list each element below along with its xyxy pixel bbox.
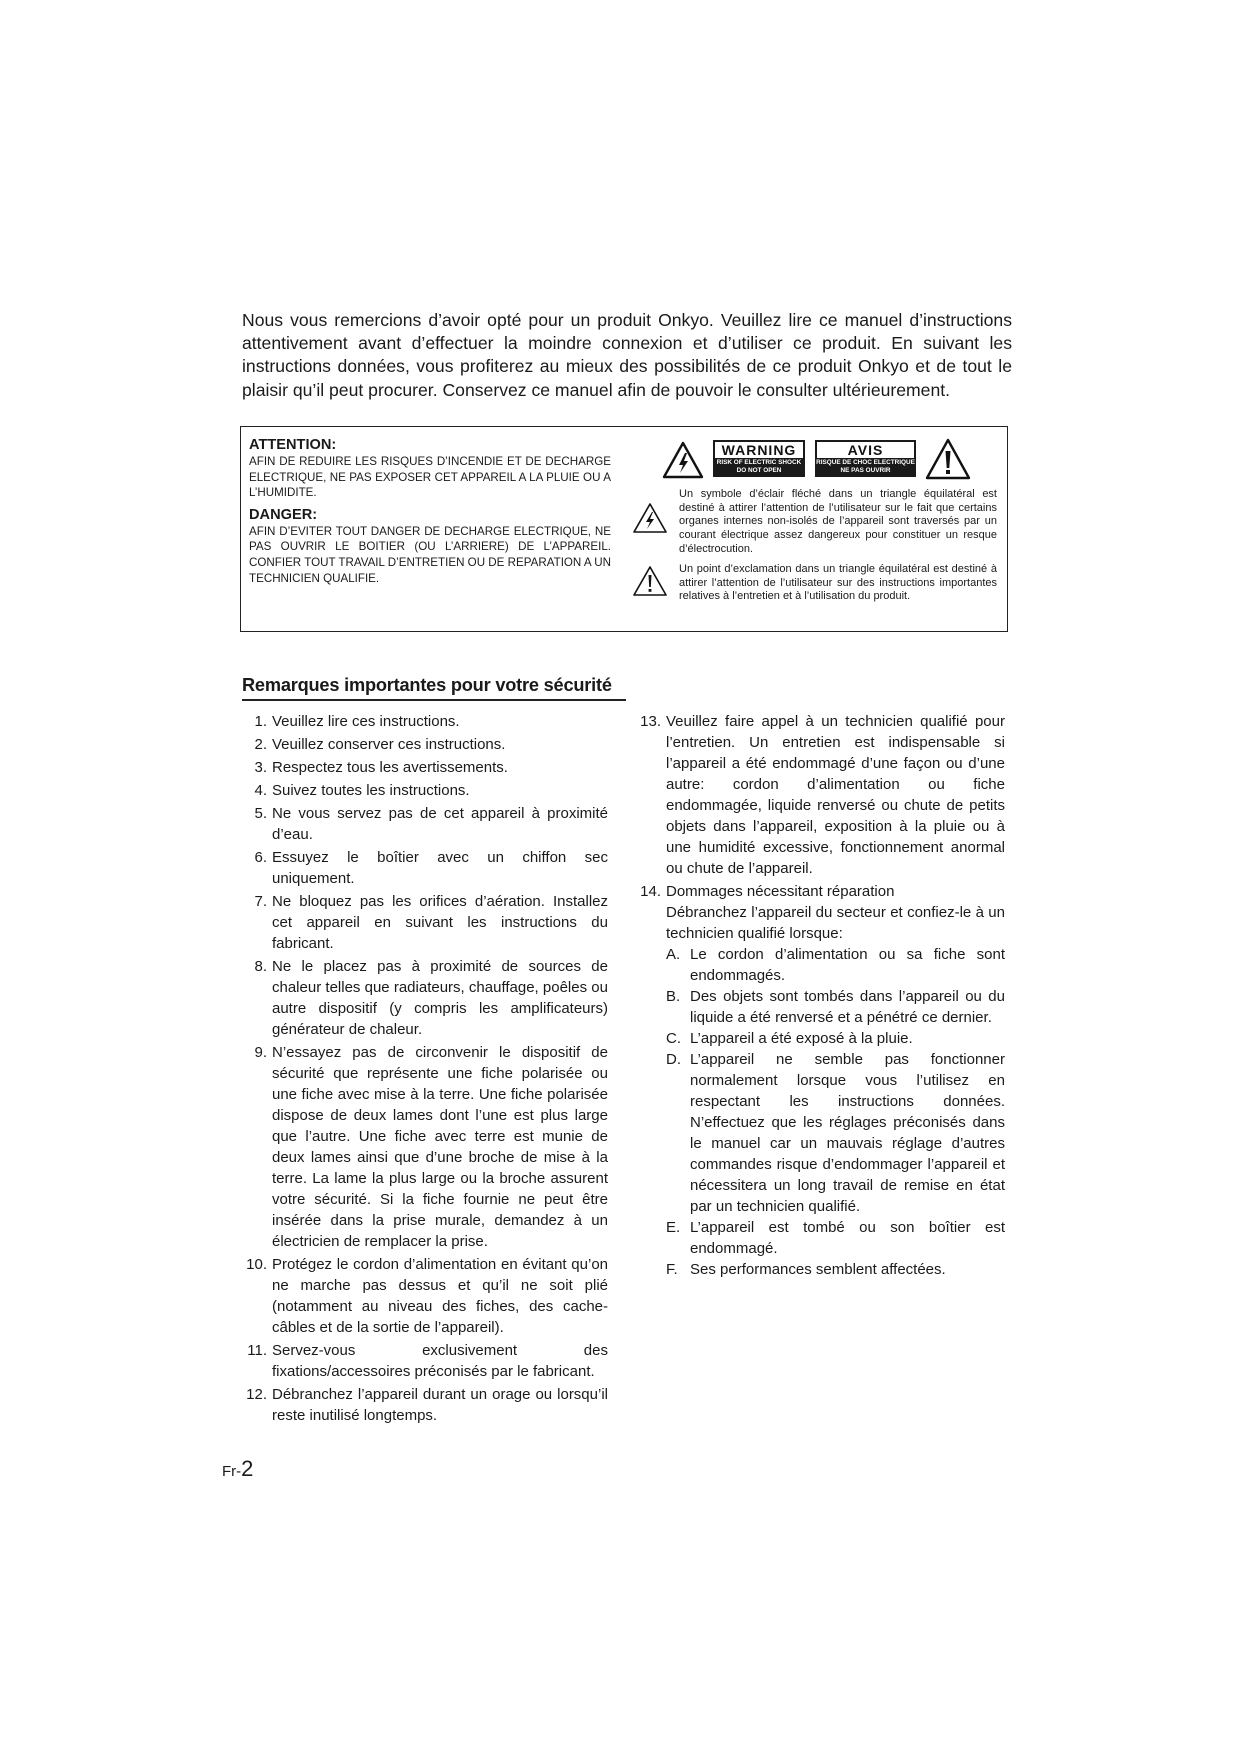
list-item: [242, 803, 608, 845]
list-item: [242, 711, 608, 732]
item-text: Veuillez faire appel à un technicien qualifié pour l’entretien. Un entretien est indispensable si l’appareil a été endommagé d’une façon ou d’une autre: cordon d’alimentation ou fiche endommagée, liquide renversé ou chute de petits objets dans l’appareil, exposition à la pluie ou à une humidité excessive, fonctionnement anormal ou chute de l’appareil.: [666, 713, 1005, 877]
list-item: [242, 847, 608, 889]
item-text: Ne le placez pas à proximité de sources de chaleur telles que radiateurs, chauffage, poêles ou autre dispositif (y compris les amplificateurs) générateur de chaleur.: [272, 958, 608, 1038]
item-text: Servez-vous exclusivement des fixations/accessoires préconisés par le fabricant.: [272, 1342, 608, 1380]
list-item: [242, 891, 608, 954]
list-item: [242, 1254, 608, 1338]
item-text: Veuillez lire ces instructions.: [272, 713, 460, 730]
sub-list-item: [666, 986, 1005, 1028]
sub-item-letter: B.: [666, 988, 681, 1005]
warning-text-block: [249, 437, 611, 592]
sub-item-text: L’appareil est tombé ou son boîtier est endommagé.: [690, 1219, 1005, 1257]
item-text: Débranchez l’appareil durant un orage ou lorsqu’il reste inutilisé longtemps.: [272, 1386, 608, 1424]
danger-title: DANGER:: [249, 506, 318, 523]
item-text: Suivez toutes les instructions.: [272, 782, 470, 799]
warning-box: [240, 426, 1008, 632]
item-number: 4.: [254, 782, 267, 799]
item-number: 14.: [640, 883, 661, 900]
avis-label-line2: NE PAS OUVRIR: [840, 467, 891, 475]
warning-label-line2: DO NOT OPEN: [736, 467, 782, 475]
item-number: 6.: [254, 849, 267, 866]
danger-text: AFIN D’EVITER TOUT DANGER DE DECHARGE ELECTRIQUE, NE PAS OUVRIR LE BOITIER (OU L’ARRIERE) DE L’APPAREIL. CONFIER TOUT TRAVAIL D’ENTRETIEN OU DE REPARATION A UN TECHNICIEN QUALIFIE.: [249, 524, 611, 585]
item-number: 12.: [246, 1386, 267, 1403]
list-item: [242, 734, 608, 755]
exclamation-triangle-icon: [925, 438, 971, 480]
sub-item-letter: F.: [666, 1261, 678, 1278]
item-number: 11.: [247, 1342, 267, 1359]
sub-list-item: [666, 1049, 1005, 1217]
item-number: 1.: [254, 713, 267, 730]
list-item: [636, 711, 1005, 879]
item-text: Protégez le cordon d’alimentation en évitant qu’on ne marche pas dessus et qu’il ne soit plié (notamment au niveau des fiches, des cache-câbles et de la sortie de l’appareil).: [272, 1256, 608, 1336]
page-number-prefix: Fr-: [222, 1463, 242, 1480]
sub-list: [666, 944, 1005, 1280]
section-title: Remarques importantes pour votre sécurité: [242, 673, 626, 701]
item-number: 2.: [254, 736, 267, 753]
avis-label-title: AVIS: [817, 442, 914, 458]
item-number: 10.: [246, 1256, 267, 1273]
sub-list-item: [666, 944, 1005, 986]
warning-label: [713, 440, 805, 477]
list-item: [242, 757, 608, 778]
lightning-symbol-description: Un symbole d’éclair fléché dans un triangle équilatéral est destiné à attirer l’attention de l’utilisateur sur le fait que certains organes internes non-isolés de l’appareil sont traversés par un courant électrique assez dangereux pour constituer un resque d’électrocution.: [679, 488, 997, 555]
item-text: Respectez tous les avertissements.: [272, 759, 508, 776]
list-item: [242, 956, 608, 1040]
attention-text: AFIN DE REDUIRE LES RISQUES D’INCENDIE ET DE DECHARGE ELECTRIQUE, NE PAS EXPOSER CET APPAREIL A LA PLUIE OU A L’HUMIDITE.: [249, 455, 611, 500]
sub-item-letter: E.: [666, 1219, 681, 1236]
list-item: [636, 881, 1005, 1280]
exclamation-symbol-description: Un point d’exclamation dans un triangle équilatéral est destiné à attirer l’attention de l’utilisateur sur des instructions importantes relatives à l’entretien et à l’utilisation du produit.: [679, 563, 997, 603]
item-text: Essuyez le boîtier avec un chiffon sec uniquement.: [272, 849, 608, 887]
sub-item-text: Le cordon d’alimentation ou sa fiche sont endommagés.: [690, 946, 1005, 984]
sub-item-text: Des objets sont tombés dans l’appareil ou du liquide a été renversé et a pénétré ce dernier.: [690, 988, 1005, 1026]
item-number: 5.: [254, 805, 267, 822]
sub-list-item: [666, 1028, 1005, 1049]
sub-item-letter: A.: [666, 946, 681, 963]
sub-item-text: L’appareil a été exposé à la pluie.: [690, 1030, 913, 1047]
sub-list-item: [666, 1217, 1005, 1259]
sub-item-letter: D.: [666, 1051, 681, 1068]
avis-label-line1: RISQUE DE CHOC ELECTRIQUE: [816, 459, 915, 466]
safety-list-left: [242, 711, 608, 1428]
item-number: 3.: [254, 759, 267, 776]
item-text: Ne bloquez pas les orifices d’aération. Installez cet appareil en suivant les instructions du fabricant.: [272, 893, 608, 952]
list-item: [242, 780, 608, 801]
item-text: Veuillez conserver ces instructions.: [272, 736, 506, 753]
sub-list-item: [666, 1259, 1005, 1280]
item-number: 13.: [640, 713, 661, 730]
item-text: N’essayez pas de circonvenir le dispositif de sécurité que représente une fiche polarisée ou une fiche avec mise à la terre. Une fiche polarisée dispose de deux lames dont l’une est plus large que l’autre. Une fiche avec terre est munie de deux lames ainsi que d’une broche de mise à la terre. La lame la plus large ou la broche assurent votre sécurité. Si la fiche fournie ne peut être insérée dans la prise murale, demandez à un électricien de remplacer la prise.: [272, 1044, 608, 1250]
sub-item-letter: C.: [666, 1030, 681, 1047]
list-item: [242, 1340, 608, 1382]
lightning-triangle-icon: [632, 502, 668, 534]
item-number: 7.: [254, 893, 267, 910]
attention-title: ATTENTION:: [249, 437, 337, 453]
safety-list-right: [636, 711, 1005, 1282]
intro-paragraph: Nous vous remercions d’avoir opté pour un produit Onkyo. Veuillez lire ce manuel d’instructions attentivement avant d’effectuer la moindre connexion et d’utiliser ce produit. En suivant les instructions données, vous profiterez au mieux des possibilités de ce produit Onkyo et de tout le plaisir qu’il peut procurer. Conservez ce manuel afin de pouvoir le consulter ultérieurement.: [242, 310, 1012, 400]
item-text: Ne vous servez pas de cet appareil à proximité d’eau.: [272, 805, 608, 843]
sub-item-text: Ses performances semblent affectées.: [690, 1261, 946, 1278]
warning-label-title: WARNING: [715, 442, 803, 458]
page-number: [222, 1457, 253, 1484]
item-number: 8.: [254, 958, 267, 975]
page-number-value: 2: [241, 1456, 254, 1481]
item-number: 9.: [254, 1044, 267, 1061]
exclamation-triangle-icon: [632, 565, 668, 597]
warning-label-line1: RISK OF ELECTRIC SHOCK: [716, 459, 802, 466]
list-item: [242, 1042, 608, 1252]
list-item: [242, 1384, 608, 1426]
avis-label: [815, 440, 916, 477]
item-title: Dommages nécessitant réparation: [666, 883, 895, 900]
lightning-triangle-icon: [662, 441, 704, 479]
item-text: Débranchez l’appareil du secteur et confiez-le à un technicien qualifié lorsque:: [666, 904, 1005, 942]
sub-item-text: L’appareil ne semble pas fonctionner normalement lorsque vous l’utilisez en respectant les instructions données. N’effectuez que les réglages préconisés dans le manuel car un mauvais réglage d’autres commandes risque d’endommager l’appareil et nécessitera un long travail de remise en état par un technicien qualifié.: [690, 1051, 1005, 1215]
